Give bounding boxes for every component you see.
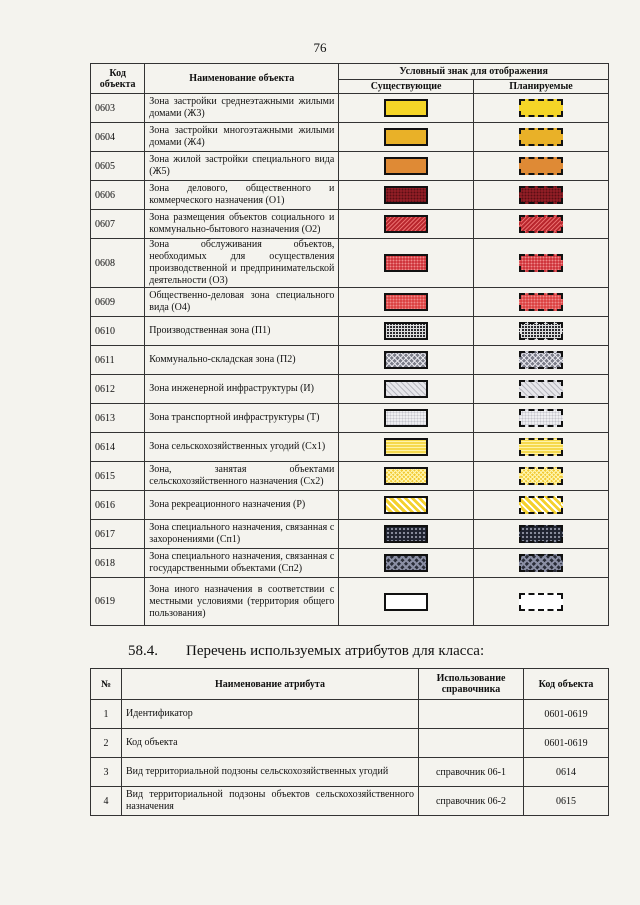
- attribute-name: Вид территориальной подзоны объектов сельскохозяйственного назначения: [122, 787, 419, 816]
- attribute-name: Код объекта: [122, 729, 419, 758]
- existing-symbol-swatch: [384, 186, 428, 204]
- attribute-row: [91, 729, 609, 758]
- existing-symbol-swatch: [384, 99, 428, 117]
- planned-symbol-swatch: [519, 215, 563, 233]
- existing-symbol-cell: [339, 152, 474, 181]
- existing-symbol-cell: [339, 94, 474, 123]
- existing-symbol-swatch: [384, 293, 428, 311]
- planned-symbol-cell: [473, 317, 608, 346]
- legend-row: [91, 152, 609, 181]
- planned-symbol-cell: [473, 375, 608, 404]
- planned-symbol-cell: [473, 123, 608, 152]
- existing-symbol-swatch: [384, 215, 428, 233]
- object-code: 0604: [91, 123, 145, 152]
- existing-symbol-cell: [339, 123, 474, 152]
- attribute-reference: [419, 729, 524, 758]
- existing-symbol-cell: [339, 346, 474, 375]
- planned-symbol-swatch: [519, 409, 563, 427]
- planned-symbol-cell: [473, 239, 608, 288]
- attribute-reference: справочник 06-1: [419, 758, 524, 787]
- existing-symbol-cell: [339, 288, 474, 317]
- attributes-table: [90, 668, 609, 816]
- planned-symbol-swatch: [519, 525, 563, 543]
- existing-symbol-swatch: [384, 467, 428, 485]
- object-code: 0610: [91, 317, 145, 346]
- object-name: Зона обслуживания объектов, необходимых для осуществления производственной и предпринимательской деятельности (О3): [145, 239, 339, 288]
- planned-symbol-cell: [473, 404, 608, 433]
- legend-row: [91, 491, 609, 520]
- object-name: Коммунально-складская зона (П2): [145, 346, 339, 375]
- section-number: 58.4.: [128, 643, 158, 659]
- existing-symbol-cell: [339, 433, 474, 462]
- attribute-object-code: 0614: [524, 758, 609, 787]
- attribute-number: 4: [91, 787, 122, 816]
- object-code: 0616: [91, 491, 145, 520]
- object-code: 0603: [91, 94, 145, 123]
- header-object-name: Наименование объекта: [145, 64, 339, 94]
- object-name: Зона иного назначения в соответствии с местными условиями (территория общего пользования): [145, 578, 339, 626]
- existing-symbol-swatch: [384, 554, 428, 572]
- header-number: №: [91, 669, 122, 700]
- attribute-row: [91, 700, 609, 729]
- header-existing: Существующие: [339, 80, 474, 94]
- legend-row: [91, 123, 609, 152]
- existing-symbol-cell: [339, 239, 474, 288]
- planned-symbol-swatch: [519, 99, 563, 117]
- object-name: Зона, занятая объектами сельскохозяйственного назначения (Сх2): [145, 462, 339, 491]
- legend-row: [91, 94, 609, 123]
- object-name: Зона рекреационного назначения (Р): [145, 491, 339, 520]
- planned-symbol-cell: [473, 346, 608, 375]
- legend-row: [91, 375, 609, 404]
- object-code: 0614: [91, 433, 145, 462]
- planned-symbol-swatch: [519, 496, 563, 514]
- attribute-number: 2: [91, 729, 122, 758]
- header-reference: Использование справочника: [419, 669, 524, 700]
- legend-row: [91, 520, 609, 549]
- object-code: 0608: [91, 239, 145, 288]
- existing-symbol-cell: [339, 375, 474, 404]
- planned-symbol-cell: [473, 94, 608, 123]
- legend-row: [91, 317, 609, 346]
- page-number: 76: [313, 40, 327, 55]
- planned-symbol-cell: [473, 549, 608, 578]
- header-symbol: Условный знак для отображения: [339, 64, 609, 80]
- object-name: Зона сельскохозяйственных угодий (Сх1): [145, 433, 339, 462]
- object-name: Зона застройки многоэтажными жилыми домами (Ж4): [145, 123, 339, 152]
- legend-table: [90, 63, 609, 626]
- legend-row: [91, 462, 609, 491]
- legend-row: [91, 549, 609, 578]
- object-code: 0613: [91, 404, 145, 433]
- object-name: Общественно-деловая зона специального вида (О4): [145, 288, 339, 317]
- object-code: 0611: [91, 346, 145, 375]
- planned-symbol-cell: [473, 152, 608, 181]
- header-object-code: Код объекта: [524, 669, 609, 700]
- object-name: Зона инженерной инфраструктуры (И): [145, 375, 339, 404]
- planned-symbol-swatch: [519, 322, 563, 340]
- planned-symbol-swatch: [519, 467, 563, 485]
- object-code: 0612: [91, 375, 145, 404]
- legend-row: [91, 433, 609, 462]
- existing-symbol-cell: [339, 404, 474, 433]
- planned-symbol-swatch: [519, 293, 563, 311]
- object-name: Зона жилой застройки специального вида (Ж5): [145, 152, 339, 181]
- planned-symbol-swatch: [519, 254, 563, 272]
- attribute-number: 1: [91, 700, 122, 729]
- header-code: Код объекта: [91, 64, 145, 94]
- existing-symbol-cell: [339, 462, 474, 491]
- legend-row: [91, 404, 609, 433]
- planned-symbol-swatch: [519, 186, 563, 204]
- existing-symbol-cell: [339, 181, 474, 210]
- attribute-reference: [419, 700, 524, 729]
- object-code: 0607: [91, 210, 145, 239]
- object-name: Производственная зона (П1): [145, 317, 339, 346]
- legend-row: [91, 239, 609, 288]
- planned-symbol-cell: [473, 288, 608, 317]
- object-name: Зона транспортной инфраструктуры (Т): [145, 404, 339, 433]
- planned-symbol-swatch: [519, 554, 563, 572]
- object-code: 0605: [91, 152, 145, 181]
- planned-symbol-swatch: [519, 438, 563, 456]
- existing-symbol-cell: [339, 491, 474, 520]
- object-name: Зона застройки среднеэтажными жилыми домами (Ж3): [145, 94, 339, 123]
- existing-symbol-swatch: [384, 380, 428, 398]
- existing-symbol-swatch: [384, 593, 428, 611]
- object-code: 0609: [91, 288, 145, 317]
- planned-symbol-swatch: [519, 593, 563, 611]
- existing-symbol-swatch: [384, 322, 428, 340]
- object-name: Зона делового, общественного и коммерческого назначения (О1): [145, 181, 339, 210]
- attribute-name: Идентификатор: [122, 700, 419, 729]
- object-name: Зона специального назначения, связанная с государственными объектами (Сп2): [145, 549, 339, 578]
- attribute-name: Вид территориальной подзоны сельскохозяйственных угодий: [122, 758, 419, 787]
- legend-row: [91, 578, 609, 626]
- object-name: Зона специального назначения, связанная с захоронениями (Сп1): [145, 520, 339, 549]
- existing-symbol-swatch: [384, 496, 428, 514]
- attribute-number: 3: [91, 758, 122, 787]
- object-code: 0617: [91, 520, 145, 549]
- section-heading: [128, 643, 484, 660]
- existing-symbol-swatch: [384, 254, 428, 272]
- attribute-object-code: 0601-0619: [524, 729, 609, 758]
- planned-symbol-swatch: [519, 157, 563, 175]
- legend-row: [91, 346, 609, 375]
- planned-symbol-swatch: [519, 128, 563, 146]
- header-attribute-name: Наименование атрибута: [122, 669, 419, 700]
- legend-row: [91, 288, 609, 317]
- attribute-row: [91, 787, 609, 816]
- existing-symbol-swatch: [384, 157, 428, 175]
- planned-symbol-swatch: [519, 351, 563, 369]
- attribute-row: [91, 758, 609, 787]
- existing-symbol-swatch: [384, 128, 428, 146]
- planned-symbol-swatch: [519, 380, 563, 398]
- existing-symbol-swatch: [384, 351, 428, 369]
- existing-symbol-cell: [339, 210, 474, 239]
- planned-symbol-cell: [473, 520, 608, 549]
- planned-symbol-cell: [473, 210, 608, 239]
- planned-symbol-cell: [473, 433, 608, 462]
- object-code: 0606: [91, 181, 145, 210]
- existing-symbol-cell: [339, 578, 474, 626]
- planned-symbol-cell: [473, 578, 608, 626]
- object-code: 0618: [91, 549, 145, 578]
- existing-symbol-cell: [339, 520, 474, 549]
- header-planned: Планируемые: [473, 80, 608, 94]
- attribute-reference: справочник 06-2: [419, 787, 524, 816]
- section-title: Перечень используемых атрибутов для класса:: [186, 643, 485, 659]
- legend-row: [91, 210, 609, 239]
- existing-symbol-cell: [339, 317, 474, 346]
- existing-symbol-swatch: [384, 525, 428, 543]
- object-code: 0615: [91, 462, 145, 491]
- existing-symbol-cell: [339, 549, 474, 578]
- attribute-object-code: 0615: [524, 787, 609, 816]
- existing-symbol-swatch: [384, 409, 428, 427]
- object-name: Зона размещения объектов социального и коммунально-бытового назначения (О2): [145, 210, 339, 239]
- planned-symbol-cell: [473, 181, 608, 210]
- planned-symbol-cell: [473, 491, 608, 520]
- object-code: 0619: [91, 578, 145, 626]
- existing-symbol-swatch: [384, 438, 428, 456]
- planned-symbol-cell: [473, 462, 608, 491]
- legend-row: [91, 181, 609, 210]
- attribute-object-code: 0601-0619: [524, 700, 609, 729]
